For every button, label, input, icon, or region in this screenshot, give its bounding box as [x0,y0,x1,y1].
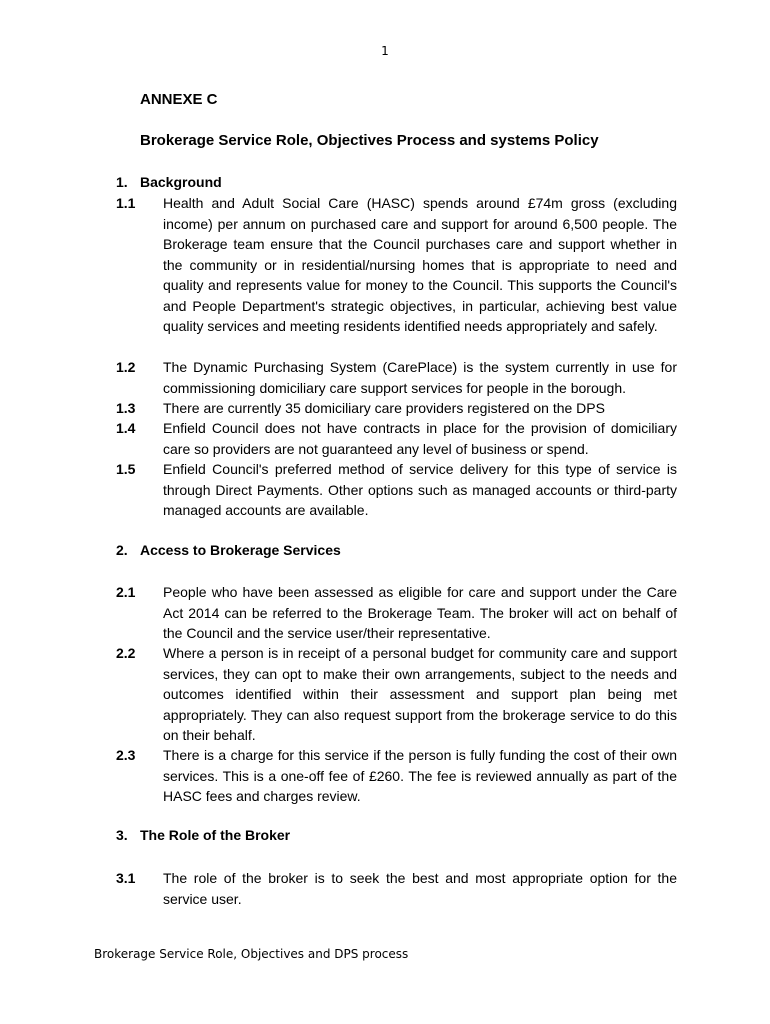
paragraph-2-1 [116,582,677,644]
section-heading-access [116,542,341,558]
paragraph-2-2 [116,643,677,746]
section-number: 2. [116,542,128,558]
paragraph-text: The role of the broker is to seek the best and most appropriate option for the service user. [163,870,677,907]
paragraph-1-4 [116,418,677,459]
paragraph-text: Enfield Council's preferred method of service delivery for this type of service is through Direct Payments. Other options such as managed accounts or third-party managed accounts are available. [163,461,677,518]
paragraph-number: 1.1 [116,195,136,211]
paragraph-number: 1.5 [116,461,136,477]
paragraph-number: 1.3 [116,400,136,416]
paragraph-number: 1.4 [116,420,136,436]
paragraph-1-1 [116,193,677,337]
page-footer: Brokerage Service Role, Objectives and DPS process [94,947,409,961]
paragraph-text: Enfield Council does not have contracts in place for the provision of domiciliary care so providers are not guaranteed any level of business or spend. [163,420,677,457]
document-title: Brokerage Service Role, Objectives Process and systems Policy [140,132,599,149]
paragraph-text: Where a person is in receipt of a personal budget for community care and support services, they can opt to make their own arrangements, subject to the needs and outcomes identified within their assessment and support plan being met appropriately. They can also request support from the brokerage service to do this on their behalf. [163,645,677,743]
paragraph-number: 2.3 [116,747,136,763]
section-title: The Role of the Broker [140,827,291,843]
section-heading-background [116,174,222,190]
paragraph-number: 1.2 [116,359,136,375]
page-number: 1 [381,44,389,58]
annexe-label: ANNEXE C [140,91,218,108]
paragraph-number: 2.1 [116,584,136,600]
paragraph-text: Health and Adult Social Care (HASC) spends around £74m gross (excluding income) per annum on purchased care and support for around 6,500 people. The Brokerage team ensure that the Council purchases care and support whether in the community or in residential/nursing homes that is appropriate to need and quality and represents value for money to the Council. This supports the Council's and People Department's strategic objectives, in particular, achieving best value quality services and meeting residents identified needs appropriately and safely. [163,195,677,334]
paragraph-1-3 [116,398,677,419]
paragraph-2-3 [116,745,677,807]
paragraph-3-1 [116,868,677,909]
paragraph-1-2 [116,357,677,398]
paragraph-number: 3.1 [116,870,136,886]
paragraph-text: There are currently 35 domiciliary care providers registered on the DPS [163,400,605,416]
paragraph-1-5 [116,459,677,521]
section-heading-role [116,827,290,843]
paragraph-text: There is a charge for this service if the person is fully funding the cost of their own services. This is a one-off fee of £260. The fee is reviewed annually as part of the HASC fees and charges review. [163,747,677,804]
paragraph-text: People who have been assessed as eligible for care and support under the Care Act 2014 can be referred to the Brokerage Team. The broker will act on behalf of the Council and the service user/their representative. [163,584,677,641]
section-title: Background [140,174,222,190]
paragraph-text: The Dynamic Purchasing System (CarePlace) is the system currently in use for commissioning domiciliary care support services for people in the borough. [163,359,677,396]
section-title: Access to Brokerage Services [140,542,341,558]
paragraph-number: 2.2 [116,645,136,661]
section-number: 3. [116,827,128,843]
section-number: 1. [116,174,128,190]
